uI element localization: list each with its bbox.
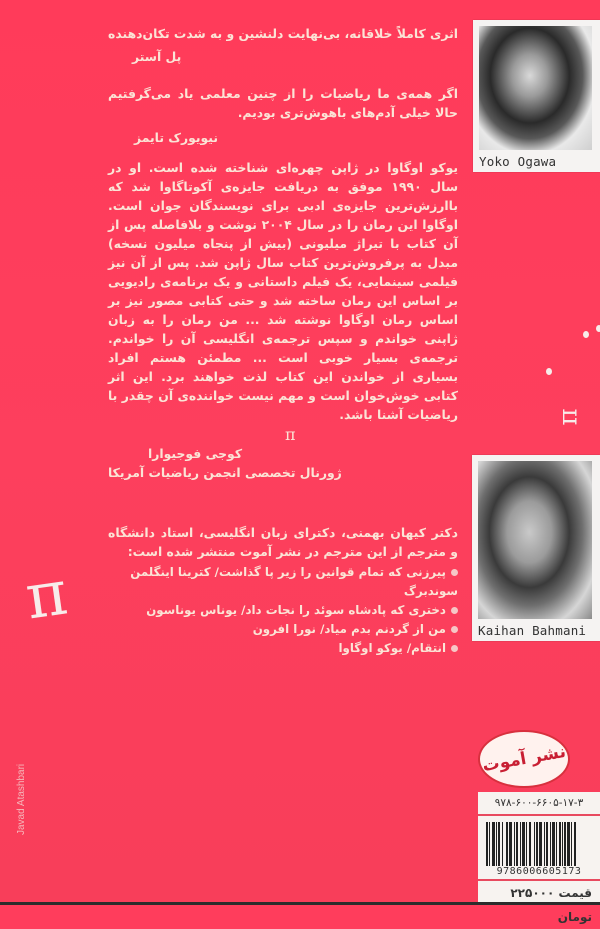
author-bio: [108, 158, 458, 424]
publisher-logo-text: نشر آموت: [480, 741, 568, 777]
designer-credit: Javad Atashbari: [16, 763, 27, 835]
pi-divider-icon: π: [285, 425, 296, 444]
dot-decoration: [596, 325, 600, 332]
list-item: دختری که پادشاه سوئد را نجات داد/ یوناس یوناسون: [108, 601, 458, 620]
publisher-logo: [478, 730, 570, 788]
dot-decoration: [583, 331, 589, 338]
dot-decoration: [546, 368, 552, 375]
isbn-barcode-box: [478, 792, 600, 924]
bullet-icon: [451, 569, 458, 576]
quote-paul-auster: [108, 24, 458, 66]
bullet-icon: [451, 645, 458, 652]
translator-photo-caption: Kaihan Bahmani: [478, 623, 587, 638]
list-item: پیرزنی که تمام قوانین را زیر پا گذاشت/ کترینا اینگلمن سوندبرگ: [130, 565, 458, 598]
price-label: قیمت ۲۲۵۰۰۰ تومان: [478, 879, 600, 905]
reviewer-name: کوجی فوجیوارا: [148, 446, 243, 461]
author-portrait-image: [479, 26, 592, 150]
translator-info: [108, 523, 458, 658]
author-photo-caption: Yoko Ogawa: [479, 154, 557, 169]
barcode-number: 9786006605173: [496, 866, 582, 877]
bullet-icon: [451, 607, 458, 614]
bio-text: یوکو اوگاوا در ژاپن چهره‌ای شناخته شده است. او در سال ۱۹۹۰ موفق به دریافت جایزه‌ی آکوتاگاوا شد که باارزش‌ترین جایزه‌ی ادبی برای نویسندگان جوان است. اوگاوا این رمان را در سال ۲۰۰۴ نوشت و بلافاصله پس از آن کتاب با تیراژ میلیونی (بیش از پنجاه میلیون نسخه) مبدل به پرفروش‌ترین کتاب سال ژاپن شد. پس از آن نیز فیلمی سینمایی، یک فیلم داستانی و یک برنامه‌ی رادیویی بر اساس این رمان ساخته شد و حتی کتابی مصور نیز بر اساس رمان اوگاوا نوشته شد ... من رمان را به زبان ژاپنی خواندم و سپس ترجمه‌ی انگلیسی آن را خواندم. ترجمه‌ی بسیار خوبی است ... مطمئن هستم افراد بسیاری از خواندن این کتاب لذت خواهند برد. این اثر کتابی خوش‌خوان است و مهم نیست خواننده‌ی آن چقدر با ریاضیات آشنا باشد.: [108, 160, 459, 422]
translator-portrait-image: [478, 461, 592, 619]
list-item: انتقام/ یوکو اوگاوا: [108, 639, 458, 658]
quote-nyt: [108, 84, 458, 147]
author-photo: [473, 20, 600, 172]
translator-photo: [472, 455, 600, 641]
barcode: [486, 822, 594, 866]
translator-books-list: [108, 563, 458, 658]
reviewer-publication: ژورنال تخصصی انجمن ریاضیات آمریکا: [108, 465, 342, 480]
bullet-icon: [451, 626, 458, 633]
quote-source: نیویورک تایمز: [134, 130, 219, 145]
isbn-persian: ۹۷۸-۶۰۰-۶۶۰۵-۱۷-۳: [478, 792, 600, 816]
review-source: [108, 444, 458, 482]
translator-intro: دکتر کیهان بهمنی، دکترای زبان انگلیسی، استاد دانشگاه و مترجم از این مترجم در نشر آموت منتشر شده است:: [108, 525, 458, 559]
pi-side-icon: π: [553, 408, 584, 426]
quote-source: پل آستر: [132, 49, 182, 64]
quote-text: اثری کاملاً خلاقانه، بی‌نهایت دلنشین و به شدت تکان‌دهنده: [108, 26, 458, 41]
list-item: من از گردنم بدم میاد/ نورا افرون: [108, 620, 458, 639]
quote-text: اگر همه‌ی ما ریاضیات را از چنین معلمی یاد می‌گرفتیم حالا خیلی آدم‌های باهوش‌تری بودیم.: [108, 86, 458, 120]
pi-decoration-icon: π: [21, 555, 72, 634]
